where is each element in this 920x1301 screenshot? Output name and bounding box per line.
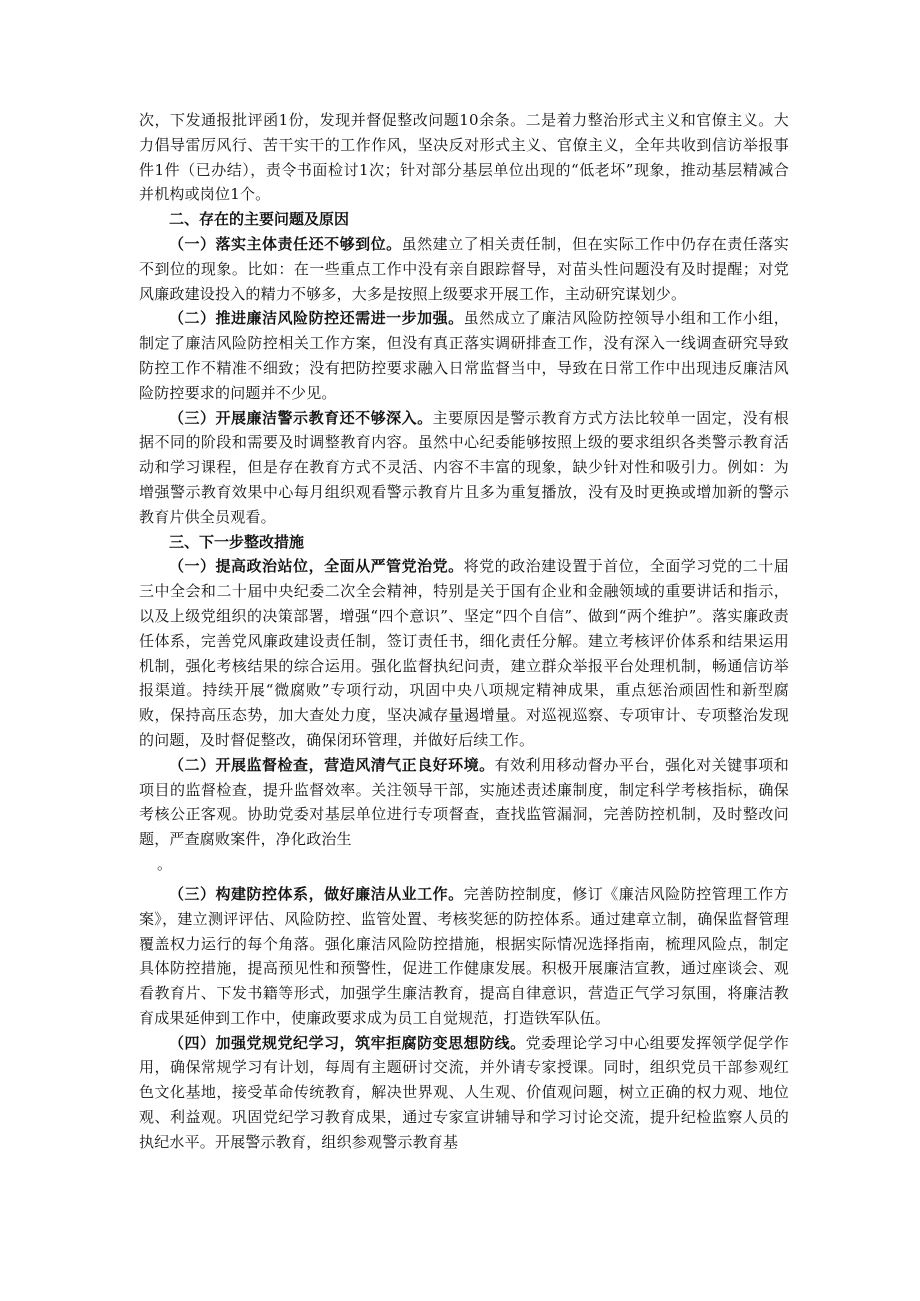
paragraph-measure-2 [139, 753, 789, 852]
paragraph-body: 将党的政治建设置于首位，全面学习党的二十届三中全会和二十届中央纪委二次全会精神，特别是关于国有企业和金融领域的重要讲话和指示，以及上级党组织的决策部署，增强“四个意识”、坚定“四个自信”、做到“两个维护”。落实廉政责任体系，完善党风廉政建设责任制，签订责任书，细化责任分解。建立考核评价体系和结果运用机制，强化考核结果的综合运用。强化监督执纪问责，建立群众举报平台处理机制，畅通信访举报渠道。持续开展“微腐败”专项行动，巩固中央八项规定精神成果，重点惩治顽固性和新型腐败，保持高压态势，加大查处力度，坚决减存量遏增量。对巡视巡察、专项审计、专项整治发现的问题，及时督促整改，确保闭环管理，并做好后续工作。 [139, 557, 789, 749]
paragraph-problem-1 [139, 232, 789, 306]
paragraph-body: 有效利用移动督办平台，强化对关键事项和项目的监督检查，提升监督效率。关注领导干部，实施述责述廉制度，制定科学考核指标，确保考核公正客观。协助党委对基层单位进行专项督查，查找监管漏洞，完善防控机制，及时整改问题，严查腐败案件，净化政治生 [139, 755, 789, 849]
paragraph-lead: （三）开展廉洁警示教育还不够深入。 [169, 408, 433, 427]
section-heading-problems: 二、存在的主要问题及原因 [169, 210, 350, 229]
paragraph-lead: （四）加强党规党纪学习，筑牢拒腐防变思想防线。 [169, 1033, 526, 1052]
section-heading-measures: 三、下一步整改措施 [169, 532, 305, 551]
paragraph-body: 党委理论学习中心组要发挥领学促学作用，确保常规学习有计划，每周有主题研讨交流，并外请专家授课。同时，组织党员干部参观红色文化基地，接受革命传统教育，解决世界观、人生观、价值观问题，树立正确的权力观、地位观、利益观。巩固党纪学习教育成果，通过专家宣讲辅导和学习讨论交流，提升纪检监察人员的执纪水平。开展警示教育，组织参观警示教育基 [139, 1033, 789, 1151]
paragraph-problem-3 [139, 406, 789, 530]
paragraph-lead: （三）构建防控体系，做好廉洁从业工作。 [169, 884, 464, 903]
stray-period: 。 [157, 854, 173, 873]
paragraph-measure-3 [139, 882, 789, 1031]
paragraph-lead: （二）推进廉洁风险防控还需进一步加强。 [169, 309, 464, 328]
paragraph-body: 虽然成立了廉洁风险防控领导小组和工作小组，制定了廉洁风险防控相关工作方案，但没有真正落实调研排查工作，没有深入一线调查研究导致防控工作不精准不细致；没有把防控要求融入日常监督当中，导致在日常工作中出现违反廉洁风险防控要求的问题并不少见。 [139, 309, 789, 402]
paragraph-lead: （二）开展监督检查，营造风清气正良好环境。 [169, 755, 495, 774]
document-page [139, 108, 789, 1155]
paragraph-measure-4 [139, 1031, 789, 1155]
paragraph-body: 主要原因是警示教育方式方法比较单一固定，没有根据不同的阶段和需要及时调整教育内容。虽然中心纪委能够按照上级的要求组织各类警示教育活动和学习课程，但是存在教育方式不灵活、内容不丰富的现象，缺少针对性和吸引力。例如：为增强警示教育效果中心每月组织观看警示教育片且多为重复播放，没有及时更换或增加新的警示教育片供全员观看。 [139, 408, 790, 526]
paragraph-body: 完善防控制度，修订《廉洁风险防控管理工作方案》，建立测评评估、风险防控、监管处置、考核奖惩的防控体系。通过建章立制，确保监督管理覆盖权力运行的每个角落。强化廉洁风险防控措施，根据实际情况选择指南，梳理风险点，制定具体防控措施，提高预见性和预警性，促进工作健康发展。积极开展廉洁宣教，通过座谈会、观看教育片、下发书籍等形式，加强学生廉洁教育，提高自律意识，营造正气学习氛围，将廉洁教育成果延伸到工作中，使廉政要求成为员工自觉规范，打造铁军队伍。 [139, 884, 789, 1027]
paragraph-intro: 次，下发通报批评函1份，发现并督促整改问题10余条。二是着力整治形式主义和官僚主义。大力倡导雷厉风行、苦干实干的工作作风，坚决反对形式主义、官僚主义，全年共收到信访举报事件1件（已办结），责令书面检讨1次；针对部分基层单位出现的“低老坏”现象，推动基层精减合并机构或岗位1个。 [139, 111, 789, 204]
paragraph-lead: （一）落实主体责任还不够到位。 [169, 234, 402, 253]
paragraph-body: 虽然建立了相关责任制，但在实际工作中仍存在责任落实不到位的现象。比如：在一些重点工作中没有亲自跟踪督导，对苗头性问题没有及时提醒；对党风廉政建设投入的精力不够多，大多是按照上级要求开展工作，主动研究谋划少。 [139, 234, 789, 303]
paragraph-measure-1 [139, 554, 789, 752]
paragraph-problem-2 [139, 306, 789, 405]
paragraph-lead: （一）提高政治站位，全面从严管党治党。 [169, 557, 464, 576]
